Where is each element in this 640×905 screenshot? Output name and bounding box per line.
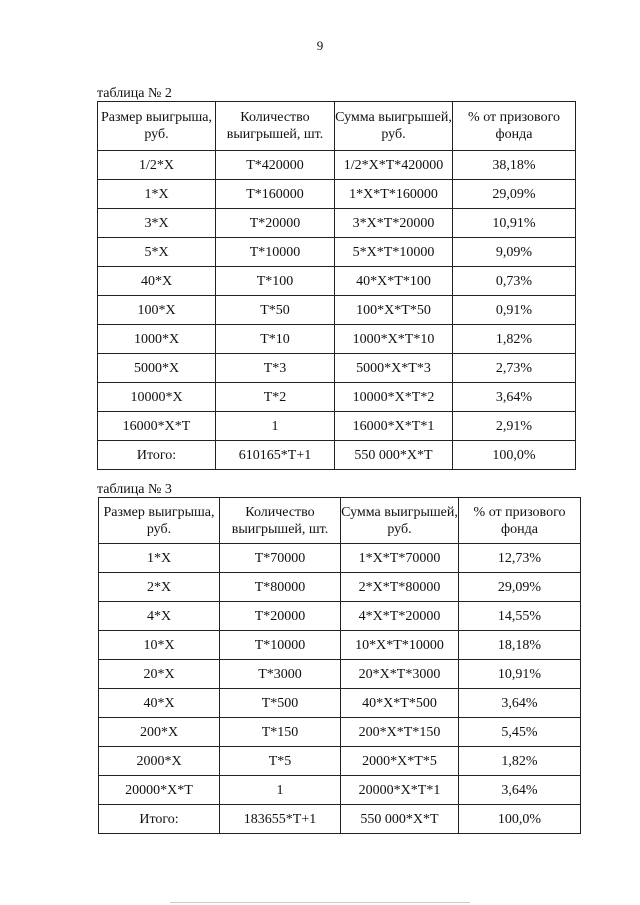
cell-prize-count: T*3000 (220, 660, 341, 689)
cell-prize-size: 2*X (99, 573, 220, 602)
cell-prize-sum: 5000*X*T*3 (335, 354, 453, 383)
prize-table-3 (98, 497, 581, 834)
table-row (98, 354, 576, 383)
cell-prize-sum: 20000*X*T*1 (341, 776, 459, 805)
cell-prize-count: T*20000 (216, 209, 335, 238)
cell-fund-percent: 2,91% (453, 412, 576, 441)
cell-prize-sum: 550 000*X*T (341, 805, 459, 834)
cell-fund-percent: 12,73% (459, 544, 581, 573)
cell-prize-count: T*150 (220, 718, 341, 747)
cell-fund-percent: 14,55% (459, 602, 581, 631)
page-bottom-edge (170, 902, 470, 903)
cell-prize-count: T*420000 (216, 151, 335, 180)
header-fund-percent: % от призового фонда (453, 102, 576, 151)
table-row (98, 412, 576, 441)
cell-prize-size: 10000*X (98, 383, 216, 412)
cell-prize-size: 40*X (98, 267, 216, 296)
cell-prize-count: T*10000 (216, 238, 335, 267)
cell-prize-count: T*2 (216, 383, 335, 412)
cell-prize-sum: 10000*X*T*2 (335, 383, 453, 412)
cell-prize-sum: 40*X*T*100 (335, 267, 453, 296)
cell-fund-percent: 3,64% (453, 383, 576, 412)
header-prize-size: Размер выигрыша, руб. (98, 102, 216, 151)
cell-prize-size: 40*X (99, 689, 220, 718)
cell-prize-count: T*3 (216, 354, 335, 383)
cell-fund-percent: 10,91% (459, 660, 581, 689)
cell-prize-count: T*5 (220, 747, 341, 776)
cell-prize-sum: 1*X*T*70000 (341, 544, 459, 573)
cell-prize-sum: 550 000*X*T (335, 441, 453, 470)
cell-fund-percent: 3,64% (459, 689, 581, 718)
table-row (98, 325, 576, 354)
table-row (99, 660, 581, 689)
cell-fund-percent: 38,18% (453, 151, 576, 180)
cell-prize-count: T*10 (216, 325, 335, 354)
cell-prize-count: 1 (220, 776, 341, 805)
cell-prize-sum: 16000*X*T*1 (335, 412, 453, 441)
cell-fund-percent: 3,64% (459, 776, 581, 805)
cell-fund-percent: 2,73% (453, 354, 576, 383)
cell-prize-sum: 3*X*T*20000 (335, 209, 453, 238)
cell-prize-size: 5000*X (98, 354, 216, 383)
header-prize-sum: Сумма выигрышей, руб. (341, 498, 459, 544)
header-prize-sum: Сумма выигрышей, руб. (335, 102, 453, 151)
header-fund-percent: % от призового фонда (459, 498, 581, 544)
cell-fund-percent: 0,73% (453, 267, 576, 296)
cell-fund-percent: 9,09% (453, 238, 576, 267)
table-row (99, 573, 581, 602)
cell-prize-sum: 2000*X*T*5 (341, 747, 459, 776)
prize-table-2 (97, 101, 576, 470)
cell-fund-percent: 100,0% (453, 441, 576, 470)
cell-prize-sum: 4*X*T*20000 (341, 602, 459, 631)
table-row (98, 383, 576, 412)
header-prize-count: Количество выигрышей, шт. (216, 102, 335, 151)
cell-prize-size: Итого: (99, 805, 220, 834)
cell-prize-size: 100*X (98, 296, 216, 325)
page-number: 9 (316, 38, 324, 53)
cell-prize-sum: 1000*X*T*10 (335, 325, 453, 354)
table-row (98, 151, 576, 180)
table-2-caption: таблица № 2 (97, 86, 172, 101)
cell-prize-sum: 1*X*T*160000 (335, 180, 453, 209)
cell-prize-size: 5*X (98, 238, 216, 267)
cell-prize-size: Итого: (98, 441, 216, 470)
cell-prize-count: T*10000 (220, 631, 341, 660)
cell-prize-sum: 10*X*T*10000 (341, 631, 459, 660)
cell-fund-percent: 1,82% (459, 747, 581, 776)
cell-prize-sum: 40*X*T*500 (341, 689, 459, 718)
cell-prize-sum: 200*X*T*150 (341, 718, 459, 747)
cell-fund-percent: 18,18% (459, 631, 581, 660)
table-row (98, 180, 576, 209)
table-row (98, 238, 576, 267)
cell-prize-count: 1 (216, 412, 335, 441)
cell-prize-size: 200*X (99, 718, 220, 747)
cell-prize-size: 1/2*X (98, 151, 216, 180)
table-total-row (98, 441, 576, 470)
cell-prize-size: 1000*X (98, 325, 216, 354)
cell-prize-count: T*500 (220, 689, 341, 718)
cell-prize-count: 183655*T+1 (220, 805, 341, 834)
cell-prize-size: 4*X (99, 602, 220, 631)
cell-prize-sum: 100*X*T*50 (335, 296, 453, 325)
table-row (99, 747, 581, 776)
table-header-row (98, 102, 576, 151)
cell-prize-sum: 5*X*T*10000 (335, 238, 453, 267)
table-row (99, 631, 581, 660)
table-row (99, 544, 581, 573)
cell-prize-count: T*160000 (216, 180, 335, 209)
cell-prize-size: 3*X (98, 209, 216, 238)
table-header-row (99, 498, 581, 544)
cell-prize-sum: 2*X*T*80000 (341, 573, 459, 602)
cell-prize-count: T*20000 (220, 602, 341, 631)
cell-fund-percent: 100,0% (459, 805, 581, 834)
cell-prize-sum: 1/2*X*T*420000 (335, 151, 453, 180)
cell-fund-percent: 1,82% (453, 325, 576, 354)
table-row (98, 209, 576, 238)
cell-fund-percent: 5,45% (459, 718, 581, 747)
table-row (99, 718, 581, 747)
cell-prize-size: 10*X (99, 631, 220, 660)
cell-prize-size: 1*X (99, 544, 220, 573)
header-prize-count: Количество выигрышей, шт. (220, 498, 341, 544)
cell-prize-size: 20000*X*T (99, 776, 220, 805)
cell-prize-sum: 20*X*T*3000 (341, 660, 459, 689)
table-total-row (99, 805, 581, 834)
header-prize-size: Размер выигрыша, руб. (99, 498, 220, 544)
cell-prize-size: 20*X (99, 660, 220, 689)
cell-fund-percent: 0,91% (453, 296, 576, 325)
table-row (98, 296, 576, 325)
cell-fund-percent: 10,91% (453, 209, 576, 238)
cell-fund-percent: 29,09% (453, 180, 576, 209)
cell-prize-count: T*100 (216, 267, 335, 296)
cell-prize-count: T*50 (216, 296, 335, 325)
cell-fund-percent: 29,09% (459, 573, 581, 602)
table-3-caption: таблица № 3 (97, 482, 172, 497)
cell-prize-count: T*80000 (220, 573, 341, 602)
table-row (99, 689, 581, 718)
table-row (99, 776, 581, 805)
table-row (98, 267, 576, 296)
cell-prize-count: 610165*T+1 (216, 441, 335, 470)
cell-prize-size: 16000*X*T (98, 412, 216, 441)
cell-prize-size: 2000*X (99, 747, 220, 776)
table-row (99, 602, 581, 631)
cell-prize-count: T*70000 (220, 544, 341, 573)
cell-prize-size: 1*X (98, 180, 216, 209)
